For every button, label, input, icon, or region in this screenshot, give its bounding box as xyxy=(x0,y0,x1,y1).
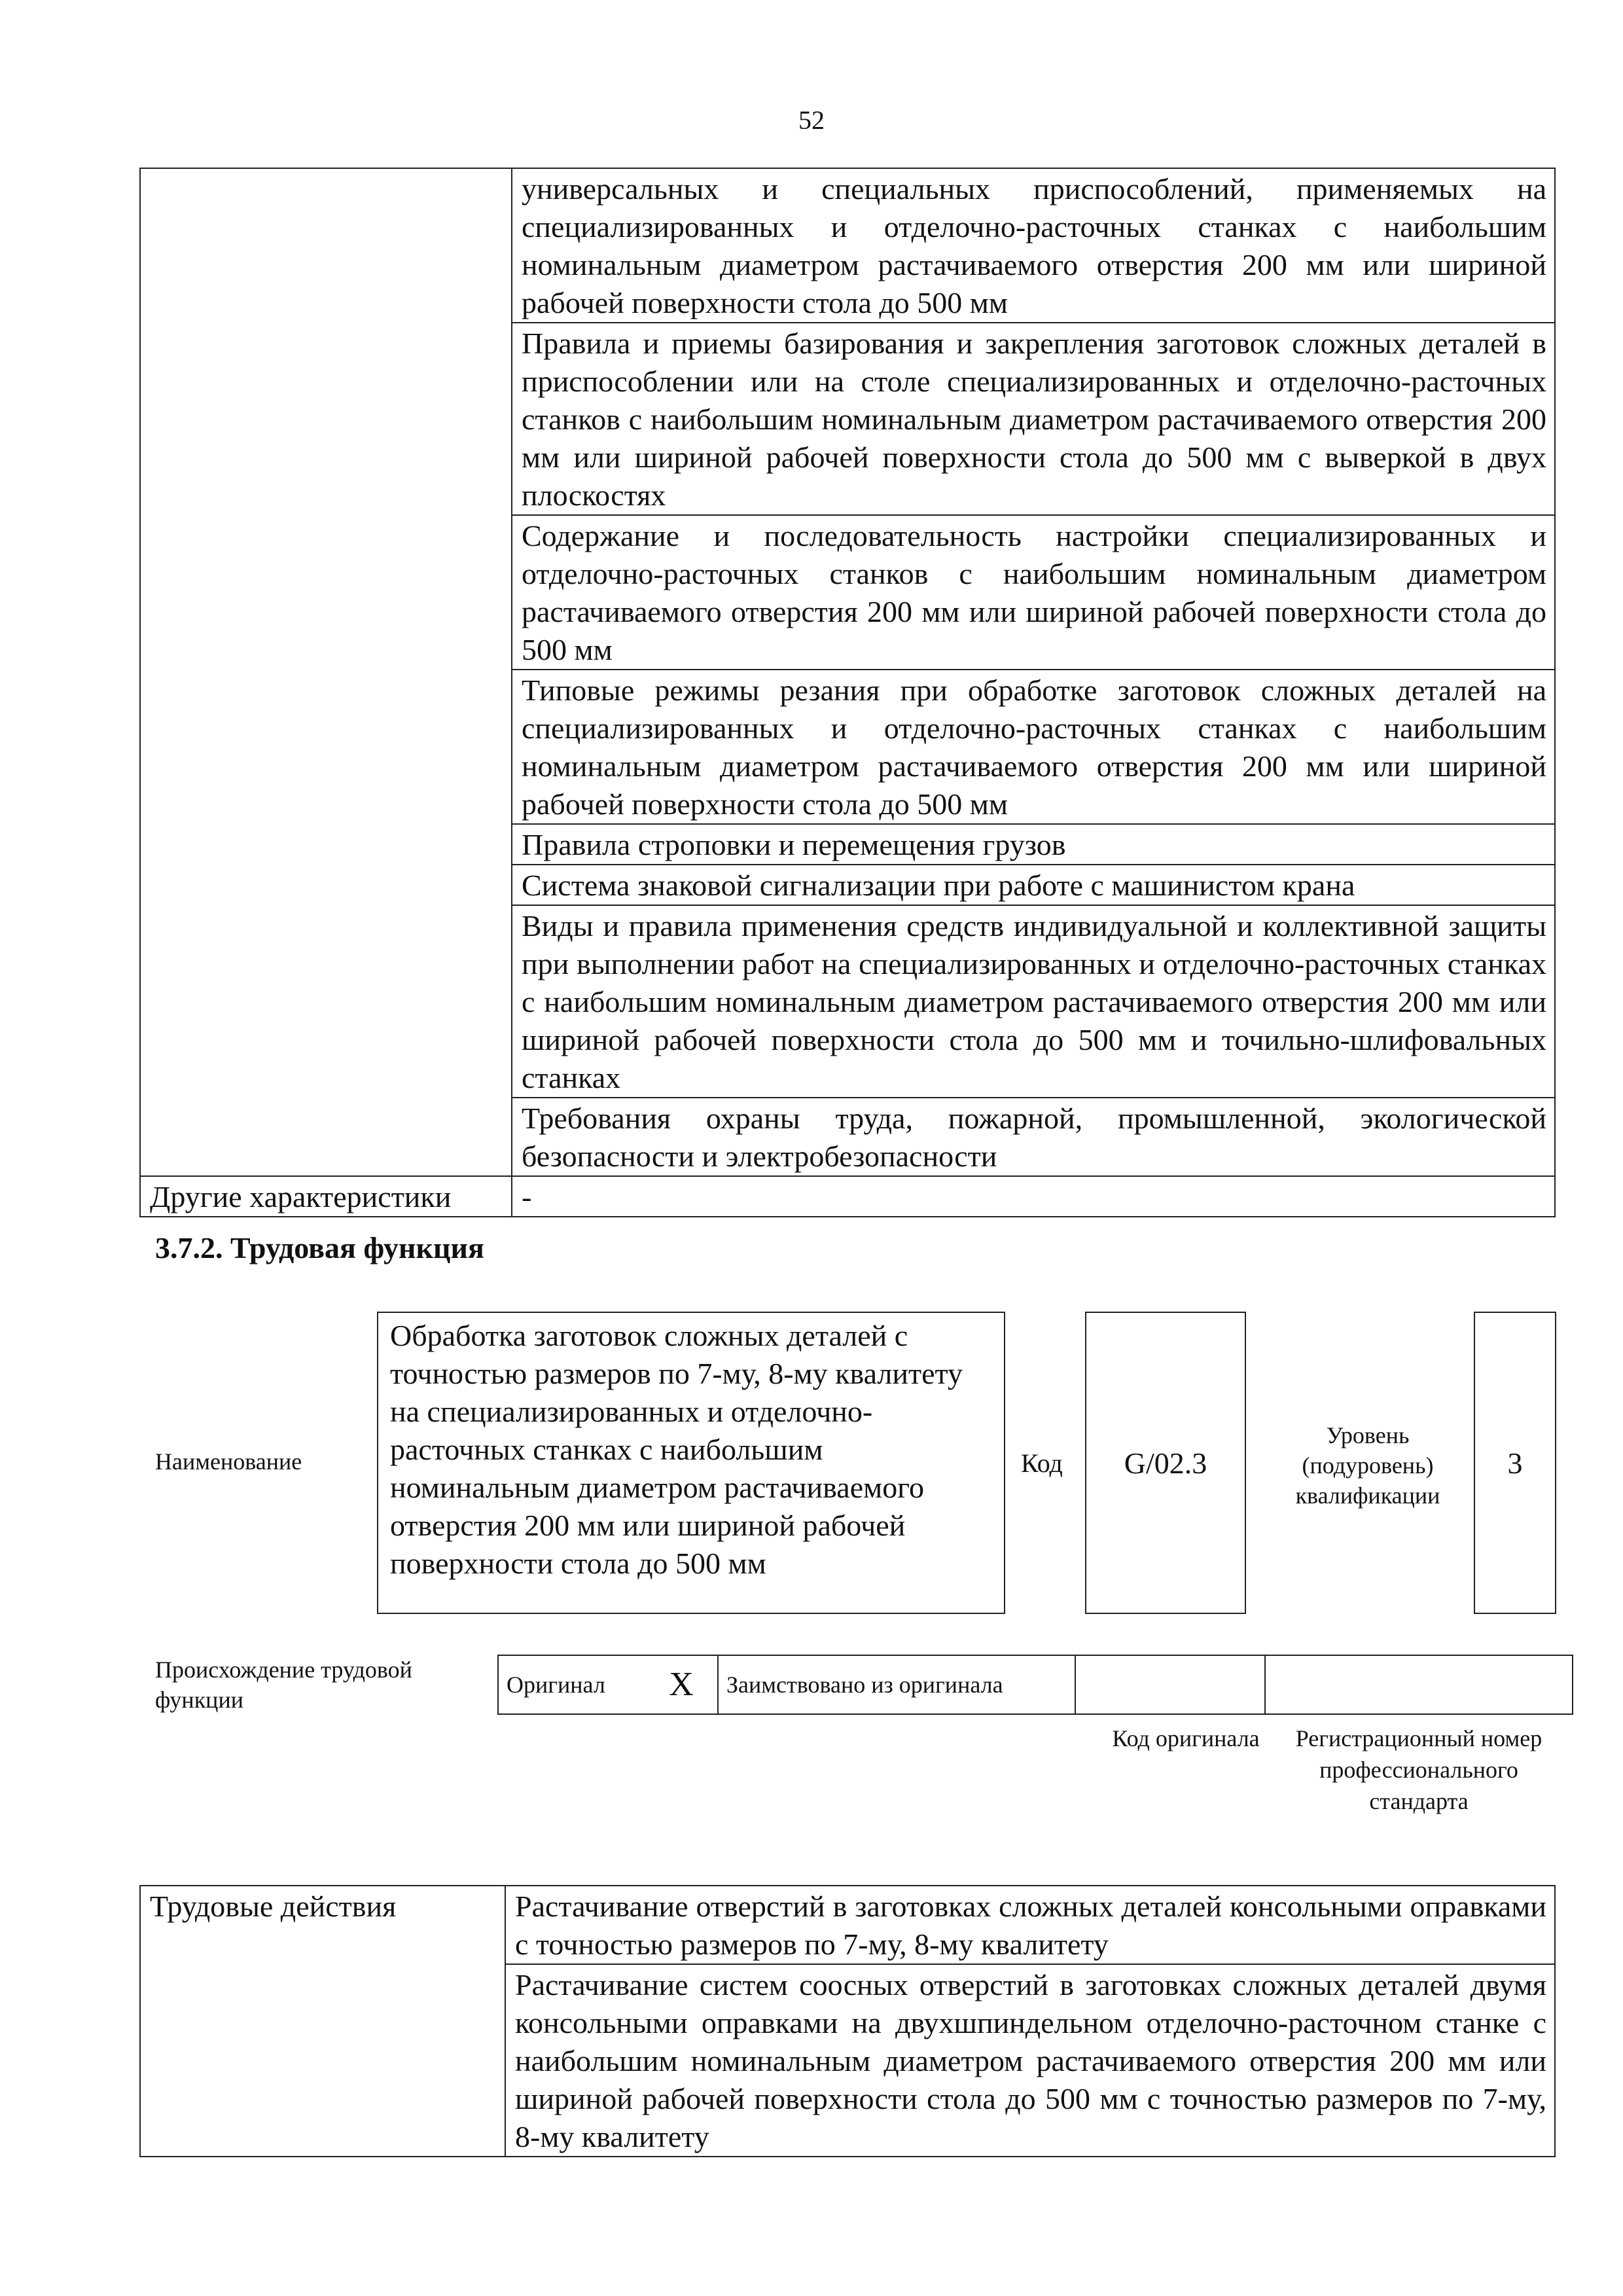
table-cell: Содержание и последовательность настройки специализированных и отделочно-расточных станков с наибольшим номинальным диаметром растачиваемого отверстия 200 мм или шириной рабочей поверхности стола до 500 мм xyxy=(512,515,1555,670)
table-cell: Правила строповки и перемещения грузов xyxy=(512,824,1555,865)
table-row xyxy=(140,168,1555,323)
table-cell: Растачивание систем соосных отверстий в заготовках сложных деталей двумя консольными оправками на двухшпиндельном отделочно-расточном станке с наибольшим номинальным диаметром растачиваемого отверстия 200 мм или шириной рабочей поверхности стола до 500 мм с точностью размеров по 7-му, 8-му квалитету xyxy=(505,1964,1555,2157)
reg-number-cell xyxy=(1265,1655,1573,1714)
knowledge-table xyxy=(139,168,1556,1217)
code-box xyxy=(1085,1312,1246,1614)
level-label: Уровень (подуровень) квалификации xyxy=(1295,1422,1440,1509)
code-label: Код xyxy=(1021,1448,1063,1478)
other-characteristics-label: Другие характеристики xyxy=(140,1176,512,1217)
table-cell: Система знаковой сигнализации при работе с машинистом крана xyxy=(512,865,1555,905)
table-cell-empty xyxy=(140,168,512,1176)
name-label: Наименование xyxy=(155,1448,302,1475)
original-mark: X xyxy=(645,1655,718,1714)
table-row-other xyxy=(140,1176,1555,1217)
table-cell: Правила и приемы базирования и закрепления заготовок сложных деталей в приспособлении или на столе специализированных и отделочно-расточных станков с наибольшим номинальным диаметром растачиваемого отверстия 200 мм или шириной рабочей поверхности стола до 500 мм с выверкой в двух плоскостях xyxy=(512,323,1555,515)
function-name-box: Обработка заготовок сложных деталей с точностью размеров по 7-му, 8-му квалитету на специализированных и отделочно-расточных станках с наибольшим номинальным диаметром растачиваемого отверстия 200 мм или шириной рабочей поверхности стола до 500 мм xyxy=(377,1312,1005,1614)
code-original-cell xyxy=(1075,1655,1265,1714)
actions-table xyxy=(139,1885,1556,2157)
origin-label: Происхождение трудовой функции xyxy=(155,1657,412,1713)
table-cell: Растачивание отверстий в заготовках сложных деталей консольными оправками с точностью размеров по 7-му, 8-му квалитету xyxy=(505,1886,1555,1964)
table-row xyxy=(498,1655,1573,1714)
reg-number-label: Регистрационный номер профессионального стандарта xyxy=(1295,1725,1543,1814)
original-label: Оригинал xyxy=(498,1655,645,1714)
table-cell: Типовые режимы резания при обработке заготовок сложных деталей на специализированных и отделочно-расточных станках с наибольшим номинальным диаметром растачиваемого отверстия 200 мм или шириной рабочей поверхности стола до 500 мм xyxy=(512,670,1555,824)
other-characteristics-value: - xyxy=(512,1176,1555,1217)
table-cell: универсальных и специальных приспособлений, применяемых на специализированных и отделочно-расточных станках с наибольшим номинальным диаметром растачиваемого отверстия 200 мм или шириной рабочей поверхности стола до 500 мм xyxy=(512,168,1555,323)
actions-label: Трудовые действия xyxy=(140,1886,505,2157)
level-value: 3 xyxy=(1507,1446,1523,1480)
table-row xyxy=(140,1886,1555,1964)
level-box xyxy=(1474,1312,1556,1614)
section-title: 3.7.2. Трудовая функция xyxy=(155,1231,484,1265)
origin-table xyxy=(497,1655,1573,1715)
code-original-label: Код оригинала xyxy=(1112,1725,1260,1751)
page-number: 52 xyxy=(798,105,825,135)
code-value: G/02.3 xyxy=(1124,1446,1207,1480)
table-cell: Требования охраны труда, пожарной, промышленной, экологической безопасности и электробезопасности xyxy=(512,1098,1555,1176)
table-cell: Виды и правила применения средств индивидуальной и коллективной защиты при выполнении работ на специализированных и отделочно-расточных станках с наибольшим номинальным диаметром растачиваемого отверстия 200 мм или шириной рабочей поверхности стола до 500 мм и точильно-шлифовальных станках xyxy=(512,905,1555,1098)
borrowed-label: Заимствовано из оригинала xyxy=(718,1655,1075,1714)
